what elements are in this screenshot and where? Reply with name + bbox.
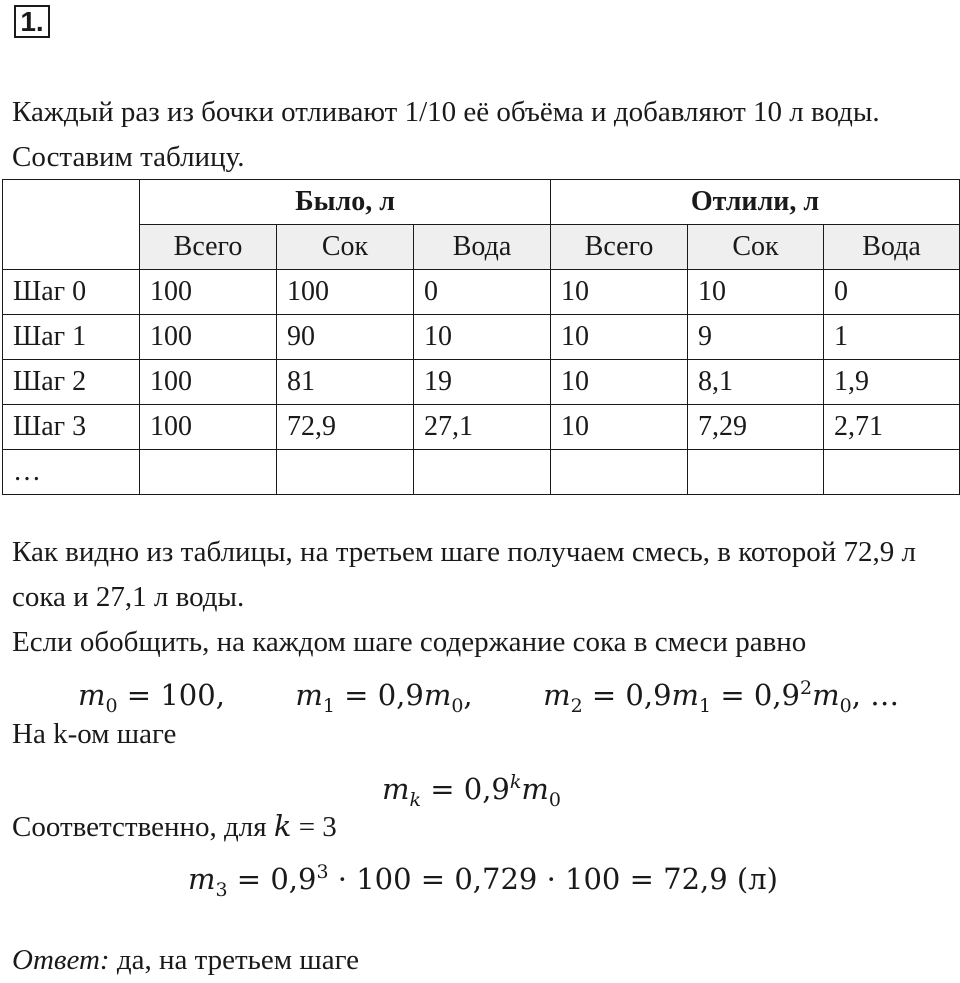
coef-value: 0,9 (625, 678, 672, 712)
table-cell: 2,71 (824, 405, 960, 450)
table-corner-cell (3, 180, 140, 270)
table-cell: 81 (277, 360, 414, 405)
observation-text: Как видно из таблицы, на третьем шаге получаем смесь, в которой 72,9 л сока и 27,1 л воды. (12, 536, 916, 613)
coef-value: 0,9 (270, 862, 317, 896)
m0-value: 100 (160, 678, 216, 712)
table-row (3, 315, 960, 360)
table-cell: 100 (277, 270, 414, 315)
table-cell: 0 (414, 270, 551, 315)
table-cell: 100 (140, 360, 277, 405)
intro-text: Каждый раз из бочки отливают 1/10 её объёма и добавляют 10 л воды. Составим таблицу. (12, 96, 880, 173)
table-cell: 7,29 (688, 405, 824, 450)
value-100: 100 (356, 862, 412, 896)
subheader-cell: Вода (824, 225, 960, 270)
coef-value: 0,9 (463, 772, 510, 806)
table-cell: 1 (824, 315, 960, 360)
table-cell: 100 (140, 270, 277, 315)
coef-value: 0,9 (753, 678, 801, 712)
row-label: … (3, 450, 140, 495)
row-label: Шаг 2 (3, 360, 140, 405)
table-cell: 10 (688, 270, 824, 315)
table-group-header-row (3, 180, 960, 225)
k-value: 3 (322, 811, 337, 843)
problem-number: 1. (14, 5, 50, 38)
table-cell (140, 450, 277, 495)
general-formula: $m_k = 0,9^km_0$ (382, 771, 561, 811)
table-cell: 0 (824, 270, 960, 315)
subheader-cell: Всего (140, 225, 277, 270)
recurrence-formulas: $m_0 = 100$, $m_1 = 0,9m_0$, $m_2 = 0,9m_1 = 0,9^2m_0$, … (78, 677, 900, 717)
coef-value: 0,9 (377, 678, 424, 712)
group-header-before: Было, л (140, 180, 551, 225)
square-exponent: 2 (800, 677, 813, 699)
table-cell: 10 (414, 315, 551, 360)
answer-label: Ответ: (12, 944, 110, 976)
table-cell: 72,9 (277, 405, 414, 450)
answer-line (12, 938, 359, 983)
row-label: Шаг 1 (3, 315, 140, 360)
group-header-poured: Отлили, л (551, 180, 960, 225)
table-cell: 1,9 (824, 360, 960, 405)
k-step-text: На k-ом шаге (12, 718, 177, 750)
table-cell: 90 (277, 315, 414, 360)
table-cell (551, 450, 688, 495)
unit-text: (л) (736, 862, 778, 896)
table-row (3, 360, 960, 405)
table-cell: 100 (140, 405, 277, 450)
value-0729: 0,729 (454, 862, 538, 896)
table-cell: 27,1 (414, 405, 551, 450)
table-cell: 10 (551, 315, 688, 360)
table-subheader-row (3, 225, 960, 270)
juice-table (2, 179, 960, 495)
answer-text: да, на третьем шаге (116, 944, 359, 976)
result-value: 72,9 (663, 862, 728, 896)
table-cell: 100 (140, 315, 277, 360)
cube-exponent: 3 (316, 861, 329, 883)
table-cell (414, 450, 551, 495)
table-cell: 9 (688, 315, 824, 360)
table-row (3, 450, 960, 495)
generalize-text: Если обобщить, на каждом шаге содержание сока в смеси равно (12, 626, 807, 658)
row-label: Шаг 3 (3, 405, 140, 450)
respectively-line: Соответственно, для k = 3 (12, 809, 337, 843)
subheader-cell: Вода (414, 225, 551, 270)
respectively-text: Соответственно, для (12, 811, 267, 843)
value-100: 100 (565, 862, 621, 896)
result-formula: $m_3 = 0,9^3 \cdot 100 = 0,729 \cdot 100 = 72,9$ (л) (188, 861, 778, 901)
table-cell (277, 450, 414, 495)
table-cell (688, 450, 824, 495)
subheader-cell: Сок (688, 225, 824, 270)
table-cell (824, 450, 960, 495)
table-cell: 10 (551, 405, 688, 450)
ellipsis-tail: , … (851, 678, 900, 712)
table-cell: 8,1 (688, 360, 824, 405)
table-row (3, 270, 960, 315)
table-cell: 10 (551, 360, 688, 405)
table-row (3, 405, 960, 450)
subheader-cell: Всего (551, 225, 688, 270)
table-cell: 10 (551, 270, 688, 315)
table-cell: 19 (414, 360, 551, 405)
row-label: Шаг 0 (3, 270, 140, 315)
subheader-cell: Сок (277, 225, 414, 270)
